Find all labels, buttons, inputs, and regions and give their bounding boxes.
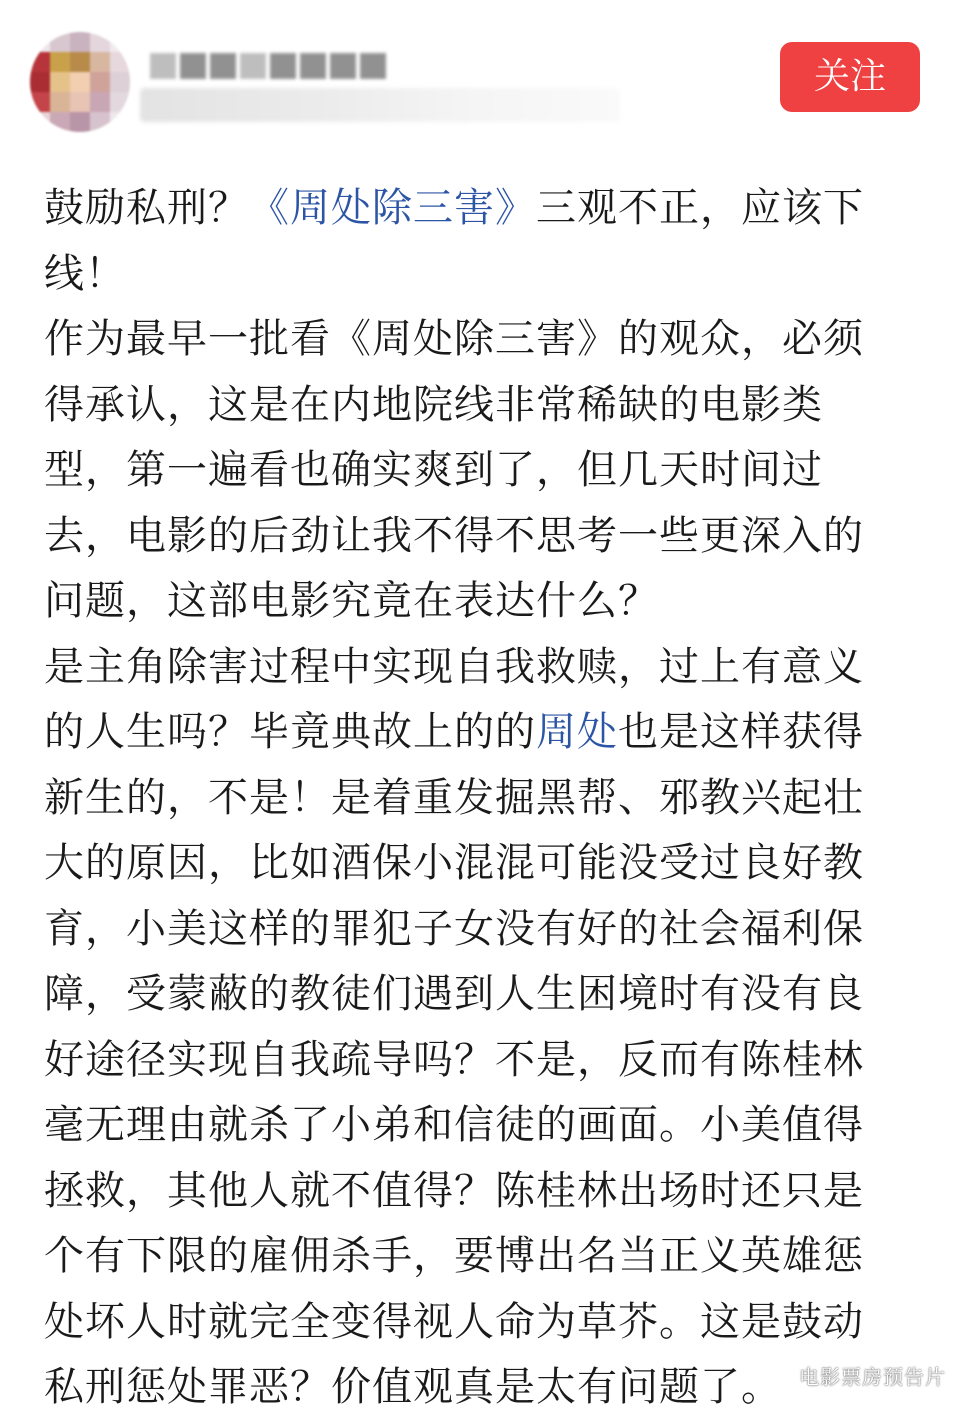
post-header	[0, 0, 960, 160]
author-name-blurred[interactable]	[150, 46, 400, 86]
paragraph-2-suffix: 也是这样获得新生的，不是！是着重发掘黑帮、邪教兴起壮大的原因，比如酒保小混混可能没受过良好教育，小美这样的罪犯子女没有好的社会福利保障，受蒙蔽的教徒们遇到人生困境时有没有良好途径实现自我疏导吗？不是，反而有陈桂林毫无理由就杀了小弟和信徒的画面。小美值得拯救，其他人就不值得？陈桂林出场时还只是个有下限的雇佣杀手，要博出名当正义英雄惩处坏人时就完全变得视人命为草芥。这是鼓动私刑惩处罪恶？价值观真是太有问题了。	[44, 709, 864, 1410]
author-meta-blurred	[140, 88, 620, 122]
author-avatar[interactable]	[30, 32, 130, 132]
paragraph-2-prefix: 是主角除害过程中实现自我救赎，过上有意义的人生吗？毕竟典故上的的	[44, 643, 864, 755]
article-body	[44, 176, 900, 1421]
title-suffix: 三观不正，应该下线！	[44, 185, 864, 297]
article-title	[44, 176, 900, 307]
title-prefix: 鼓励私刑？	[44, 185, 249, 231]
article-paragraph-2	[44, 635, 900, 1421]
article-paragraph-1: 作为最早一批看《周处除三害》的观众，必须得承认，这是在内地院线非常稀缺的电影类型，第一遍看也确实爽到了，但几天时间过去，电影的后劲让我不得不思考一些更深入的问题，这部电影究竟在表达什么？	[44, 316, 864, 624]
follow-button[interactable]: 关注	[780, 42, 920, 112]
movie-title-link[interactable]: 《周处除三害》	[249, 185, 536, 231]
zhouchu-link[interactable]: 周处	[536, 709, 618, 755]
watermark: 电影票房预告片	[799, 1365, 946, 1389]
